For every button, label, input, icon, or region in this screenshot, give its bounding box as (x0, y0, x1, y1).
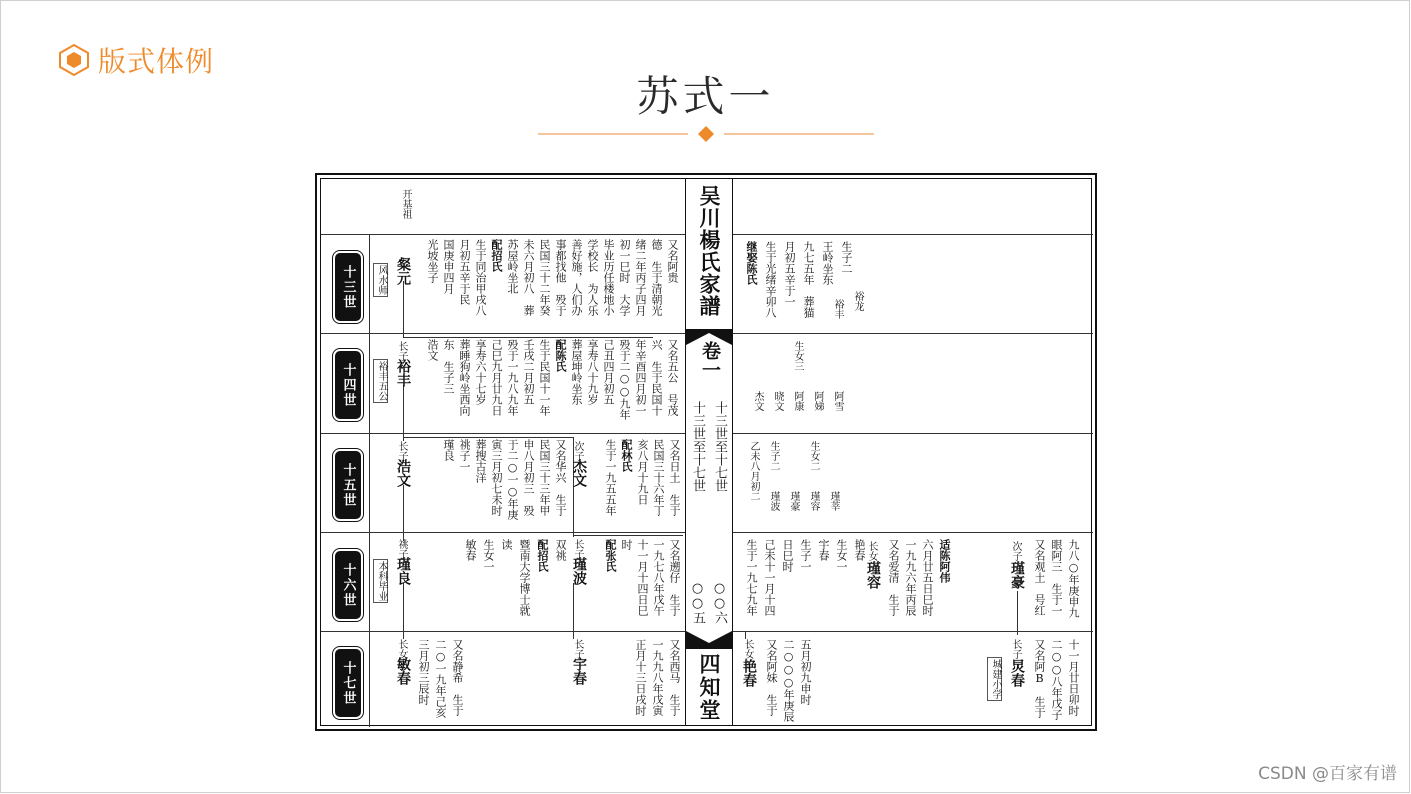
lineage-line (403, 583, 404, 639)
row-divider (733, 532, 1093, 533)
volume-label: 卷一 (699, 341, 721, 379)
row-divider (321, 234, 685, 235)
book-title: 吴川楊氏家譜 (697, 185, 722, 317)
lineage-branch (573, 535, 683, 536)
person-bio: 又名五公 号茂 兴 生于民国十 年辛酉四月初一 殁于二○○九年 己丑四月初五 享寿八十九岁 葬屋坤岭坐东 配陈氏 生于民国十一年 壬戌二月初五 殁于一九八九年 己巳九月廿九日 享寿六十七岁 葬睡狗岭坐西向 东 生子三 浩文 (426, 339, 679, 420)
children-summary: 生女三 (792, 341, 803, 371)
hall-name: 四知堂 (697, 653, 722, 722)
person-bio: 又名静希 生于 二○一九年己亥 三月初三辰时 (417, 639, 464, 718)
title-note: 裕丰五公 (373, 359, 388, 403)
person-name: 瑾豪 (1009, 561, 1025, 589)
row-divider (321, 433, 685, 434)
lineage-branch (403, 437, 573, 438)
generation-badge-17: 十七世 (335, 649, 361, 717)
relation-label: 次子 (1010, 541, 1021, 561)
person-name: 瑾良 (395, 557, 411, 585)
relation-label: 次子 (572, 441, 583, 461)
section-label-text: 版式体例 (98, 45, 215, 78)
person-bio: 又名华兴 生于 民国三十三年甲 申八月初三 殁 于二○一○年庚 寅三月初七未时 葬搜古洋 祧子一 瑾良 (442, 439, 567, 520)
relation-label: 长子 (572, 539, 583, 559)
child-name: 裕龙 (852, 291, 863, 311)
person-bio: 又名阿B 生于 二○○八年戊子 十一月廿日卯时 (1033, 639, 1080, 720)
person-bio: 又名观土 号红 眼阿三 生于一 九八○年庚申九 (1033, 539, 1080, 618)
genealogy-inner-border (320, 178, 1092, 726)
person-name: 杰文 (571, 459, 587, 487)
generation-range: 十三世至十七世 (712, 401, 727, 492)
relation-label: 长女 (742, 639, 753, 659)
child-name: 瑾豪 (788, 491, 799, 511)
spouse-record: 继娶陈氏 生于光绪辛卯八 月初五辛于一 九七五年 葬猫 王岭坐东 生子二 (745, 241, 853, 318)
relation-label: 长子 (396, 441, 407, 461)
founder-label: 开基祖 (400, 189, 411, 219)
person-name: 浩文 (395, 459, 411, 487)
relation-label: 长子 (396, 341, 407, 361)
relation-label: 长女 (396, 639, 407, 659)
person-name: 艳春 (741, 659, 757, 687)
birth-record: 乙未八月初二 (748, 441, 759, 501)
child-name: 瑾莘 (828, 491, 839, 511)
lineage-line (745, 631, 746, 639)
person-bio: 又名遡仔 生于 一九七八年戊午 十一月十四日巳 时 配张氏 (604, 539, 681, 616)
lineage-line (573, 583, 574, 639)
person-name: 瑾波 (571, 557, 587, 585)
person-bio: 又名爱清 生于 一九九六年丙辰 六月廿五日巳时 适陈阿伟 (887, 539, 951, 616)
education-note: 本科毕业 (373, 559, 388, 603)
row-divider (733, 631, 1093, 632)
genealogy-page (315, 173, 1097, 731)
relation-label: 长子 (1010, 639, 1021, 659)
gen-column-divider (369, 234, 370, 727)
page-number: ○○六 (712, 581, 727, 624)
generation-badge-15: 十五世 (335, 451, 361, 519)
row-divider (321, 532, 685, 533)
person-name: 瑾容 (865, 561, 881, 589)
relation-label: 长子 (572, 639, 583, 659)
lineage-branch (403, 337, 653, 338)
children-summary: 生子二 (768, 441, 779, 471)
generation-badge-16: 十六世 (335, 551, 361, 619)
lineage-line (403, 485, 404, 541)
generation-badge-14: 十四世 (335, 351, 361, 419)
child-name: 阿康 (792, 391, 803, 411)
child-name: 杰文 (752, 391, 763, 411)
child-name: 瑾容 (808, 491, 819, 511)
person-name: 裕丰 (395, 359, 411, 387)
birth-record: 生于一九七九年 己未十一月十四 日巳时 生子一 宇春 生女一 艳春 (745, 539, 866, 616)
lineage-line (403, 385, 404, 441)
child-name: 瑾波 (768, 491, 779, 511)
generation-range: 十三世至十七世 (690, 401, 705, 492)
child-name: 阿娣 (812, 391, 823, 411)
person-bio: 又名阿妹 生于 二○○○年庚辰 五月初九申时 (765, 639, 812, 722)
row-divider (733, 433, 1093, 434)
book-spine (685, 179, 733, 725)
child-name: 晓文 (772, 391, 783, 411)
children-summary: 生女二 (808, 441, 819, 471)
person-name: 粲元 (395, 257, 411, 285)
lineage-line (1017, 591, 1018, 635)
person-bio: 又名阿贵 德 生于清朝光 绪二年丙子四月 初一巳时 大学 毕业历任楼地小 学校长 为人乐 善好施，人们办 事都找他 殁于 民国三十二年癸 未六月初八 葬 苏屋岭坐北 配招氏 生于同治甲戌八 月初五辛于民 国庚申四月 光坡坐子 (426, 239, 679, 316)
row-divider (733, 234, 1093, 235)
lineage-line (403, 281, 404, 337)
person-bio: 双祧 配招氏 暨南大学博士就 读 生女一 敏春 (464, 539, 567, 616)
relation-label: 祧子 (396, 539, 407, 559)
page-number: ○○五 (690, 581, 705, 624)
person-name: 炅春 (1009, 659, 1025, 687)
child-name: 阿雪 (832, 391, 843, 411)
school-note: 城建小学 (987, 657, 1002, 701)
row-divider (321, 631, 685, 632)
row-divider (733, 333, 1093, 334)
title-divider (538, 124, 874, 144)
spine-fishtail-bottom (686, 631, 732, 649)
person-bio: 又名日土 生于 民国三十六年丁 亥八月十九日 配林氏 生于一九五五年 (604, 439, 681, 516)
row-divider (321, 333, 685, 334)
person-name: 宇春 (571, 657, 587, 685)
occupation-note: 风水师 (373, 263, 388, 297)
watermark: CSDN @百家有谱 (1258, 764, 1397, 784)
child-name: 裕丰 (832, 299, 843, 319)
person-name: 敏春 (395, 657, 411, 685)
generation-badge-13: 十三世 (335, 253, 361, 321)
person-bio: 又名西马 生于 一九九八年戊寅 正月十三日戌时 (634, 639, 681, 716)
page-title: 苏式一 (636, 72, 775, 121)
relation-label: 长女 (866, 541, 877, 561)
